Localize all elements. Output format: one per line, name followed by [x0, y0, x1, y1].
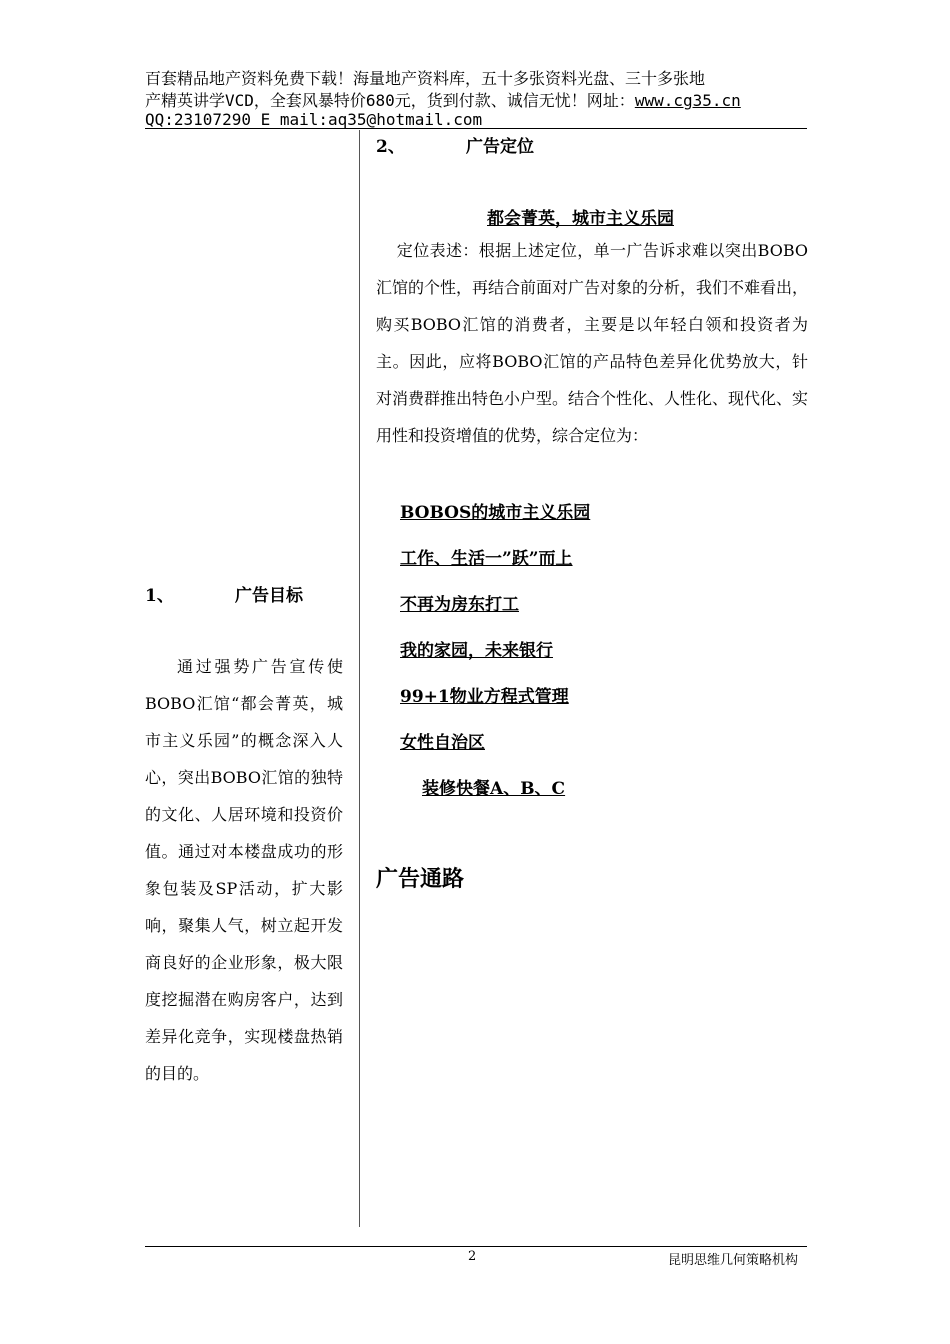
ad-channels-heading: 广告通路: [376, 867, 465, 892]
page-number: 2: [468, 1249, 477, 1264]
footer-organization: 昆明思维几何策略机构: [668, 1253, 799, 1268]
slogan-item: 工作、生活一”跃”而上: [400, 549, 573, 569]
header-line-2-text: 产精英讲学VCD，全套风暴特价680元，货到付款、诚信无忧！网址：: [145, 91, 635, 110]
header-line-3: QQ:23107290 E_mail:aq35@hotmail.com: [145, 110, 483, 129]
right-paragraph: 定位表述：根据上述定位，单一广告诉求难以突出BOBO汇馆的个性，再结合前面对广告对象的分析，我们不难看出，购买BOBO汇馆的消费者，主要是以年轻白领和投资者为主。因此，应将BOBO汇馆的产品特色差异化优势放大，针对消费群推出特色小户型。结合个性化、人性化、现代化、实用性和投资增值的优势，综合定位为：: [376, 241, 809, 445]
left-paragraph: 通过强势广告宣传使BOBO汇馆“都会菁英，城市主义乐园”的概念深入人心，突出BOBO汇馆的独特的文化、人居环境和投资价值。通过对本楼盘成功的形象包装及SP活动，扩大影响，聚集人气，树立起开发商良好的企业形象，极大限度挖掘潜在购房客户，达到差异化竞争，实现楼盘热销的目的。: [145, 657, 343, 1083]
column-divider: [359, 130, 360, 1227]
slogan-item: 不再为房东打工: [400, 595, 519, 615]
slogan-item: 装修快餐A、B、C: [422, 779, 566, 799]
slogan-item: 女性自治区: [400, 733, 485, 753]
footer-rule: [145, 1246, 807, 1247]
slogan-item: 我的家园，未来银行: [400, 641, 553, 661]
left-section-title: 广告目标: [235, 586, 303, 606]
right-section-title: 广告定位: [466, 137, 534, 157]
positioning-headline: 都会菁英，城市主义乐园: [487, 209, 674, 229]
slogan-item: BOBOS的城市主义乐园: [400, 503, 591, 523]
left-section-number: 1、: [145, 586, 174, 606]
header-website-link[interactable]: www.cg35.cn: [634, 91, 741, 110]
header-line-1: 百套精品地产资料免费下载！海量地产资料库，五十多张资料光盘、三十多张地: [145, 69, 706, 88]
header-rule: [145, 128, 807, 129]
slogan-item: 99+1物业方程式管理: [400, 687, 569, 707]
left-section-heading: [145, 581, 303, 606]
right-section-number: 2、: [376, 137, 405, 157]
right-section-heading: [376, 132, 534, 157]
